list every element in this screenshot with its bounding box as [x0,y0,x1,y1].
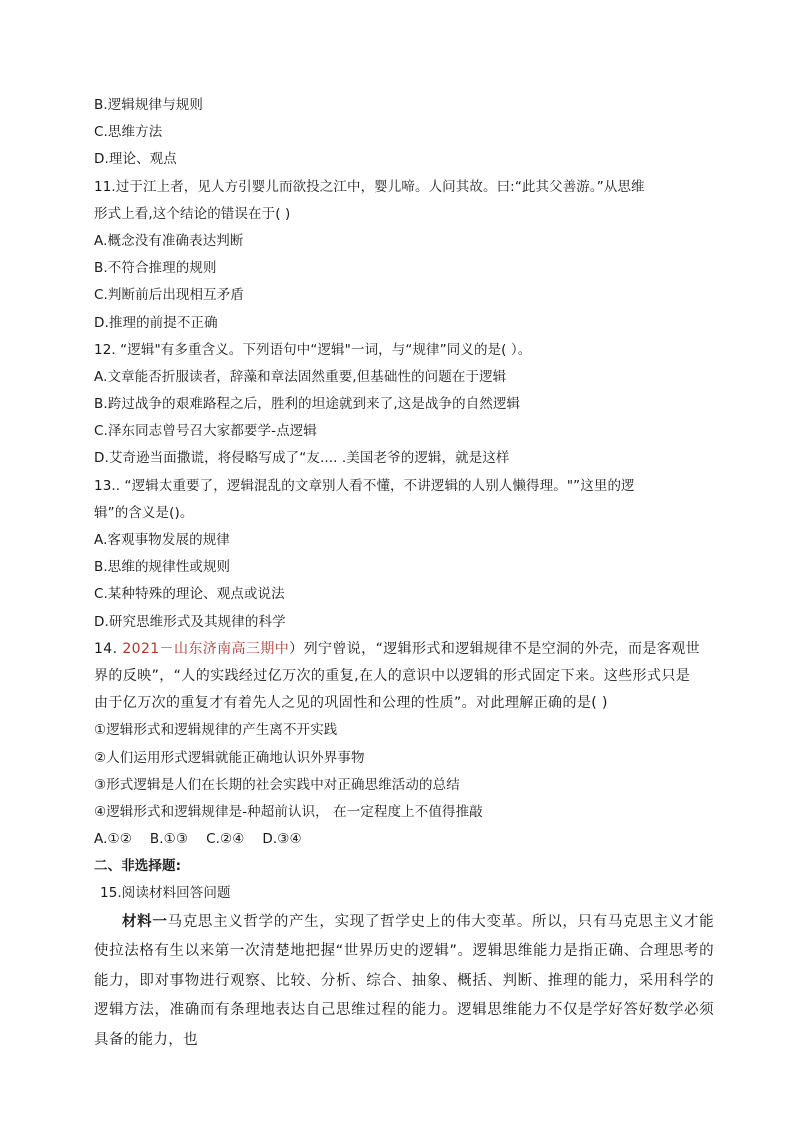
q12-option-b: B.跨过战争的艰难路程之后，胜利的坦途就到来了,这是战争的自然逻辑 [94,396,521,413]
q14-item-3: ③形式逻辑是人们在长期的社会实践中对正确思维活动的总结 [94,776,460,793]
q11-option-a: A.概念没有准确表达判断 [94,232,244,249]
q12-option-a: A.文章能否折服读者，辞藻和章法固然重要,但基础性的问题在于逻辑 [94,368,507,385]
q13-option-c: C.某种特殊的理论、观点或说法 [94,586,285,603]
q13-option-d: D.研究思维形式及其规律的科学 [94,613,286,630]
q15-title: 15.阅读材料回答问题 [100,885,231,902]
q12-stem: 12. “逻辑"有多重含义。下列语句中“逻辑"一词，与“规律”同义的是( ）。 [94,341,532,358]
document-page [94,92,714,1055]
q13-stem-line-2: 辑”的含义是()。 [94,504,194,521]
q14-option-b: B.①③ [149,831,189,848]
q11-option-b: B.不符合推理的规则 [94,260,217,277]
q14-number: 14. [94,640,118,657]
q14-stem-line-1 [94,636,714,663]
q14-option-c: C.②④ [206,831,245,848]
q11-option-c: C.判断前后出现相互矛盾 [94,287,244,304]
q14-item-1: ①逻辑形式和逻辑规律的产生离不开实践 [94,722,338,739]
q14-stem-line-3: 由于亿万次的重复才有着先人之见的巩固性和公理的性质”。对此理解正确的是( ) [94,695,608,712]
q11-stem-line-1: 11.过于江上者，见人方引婴儿而欲投之江中，婴儿啼。人问其故。曰:“此其父善游。”从思维 [94,178,645,195]
q14-options [94,826,714,853]
q13-option-b: B.思维的规律性或规则 [94,559,231,576]
q12-option-d: D.艾奇逊当面撒谎，将侵略写成了“友.... .美国老爷的逻辑，就是这样 [94,450,510,467]
q13-option-a: A.客观事物发展的规律 [94,532,230,548]
q10-option-b: B.逻辑规律与规则 [94,97,203,113]
section-heading: 二、非选择题: [94,858,182,875]
q14-option-d: D.③④ [262,831,302,848]
q12-option-c: C.泽东同志曾号召大家都要学-点逻辑 [94,423,317,440]
q10-option-d: D.理论、观点 [94,151,177,168]
q14-stem-line-2: 界的反映”，“人的实践经过亿万次的重复,在人的意识中以逻辑的形式固定下来。这些形式只是 [94,667,691,684]
q13-stem-line-1: 13.. “逻辑太重要了，逻辑混乱的文章别人看不懂，不讲逻辑的人别人懒得理。"”这里的逻 [94,477,635,494]
material-label: 材料一 [122,913,168,930]
q14-option-a: A.①② [94,831,132,848]
q15-material-paragraph [94,908,714,1056]
material-text: 马克思主义哲学的产生，实现了哲学史上的伟大变革。所以，只有马克思主义才能使拉法格有生以来第一次清楚地把握“世界历史的逻辑”。逻辑思维能力是指正确、合理思考的能力，即对事物进行观察、比较、分析、综合、抽象、概括、判断、推理的能力，采用科学的逻辑方法，准确而有条理地表达自己思维过程的能力。逻辑思维能力不仅是学好答好数学必须具备的能力，也 [94,913,714,1048]
q14-item-2: ②人们运用形式逻辑就能正确地认识外界事物 [94,749,365,766]
q14-item-4: ④逻辑形式和逻辑规律是-种超前认识， 在一定程度上不值得推敲 [94,803,483,820]
q10-option-c: C.思维方法 [94,124,163,141]
q14-source-link[interactable]: 2021－山东济南高三期中 [122,640,290,657]
q11-option-d: D.推理的前提不正确 [94,314,218,331]
q14-stem-rest: ）列宁曾说，“逻辑形式和逻辑规律不是空洞的外壳，而是客观世 [289,640,701,657]
q11-stem-line-2: 形式上看,这个结论的错误在于( ) [94,205,291,222]
